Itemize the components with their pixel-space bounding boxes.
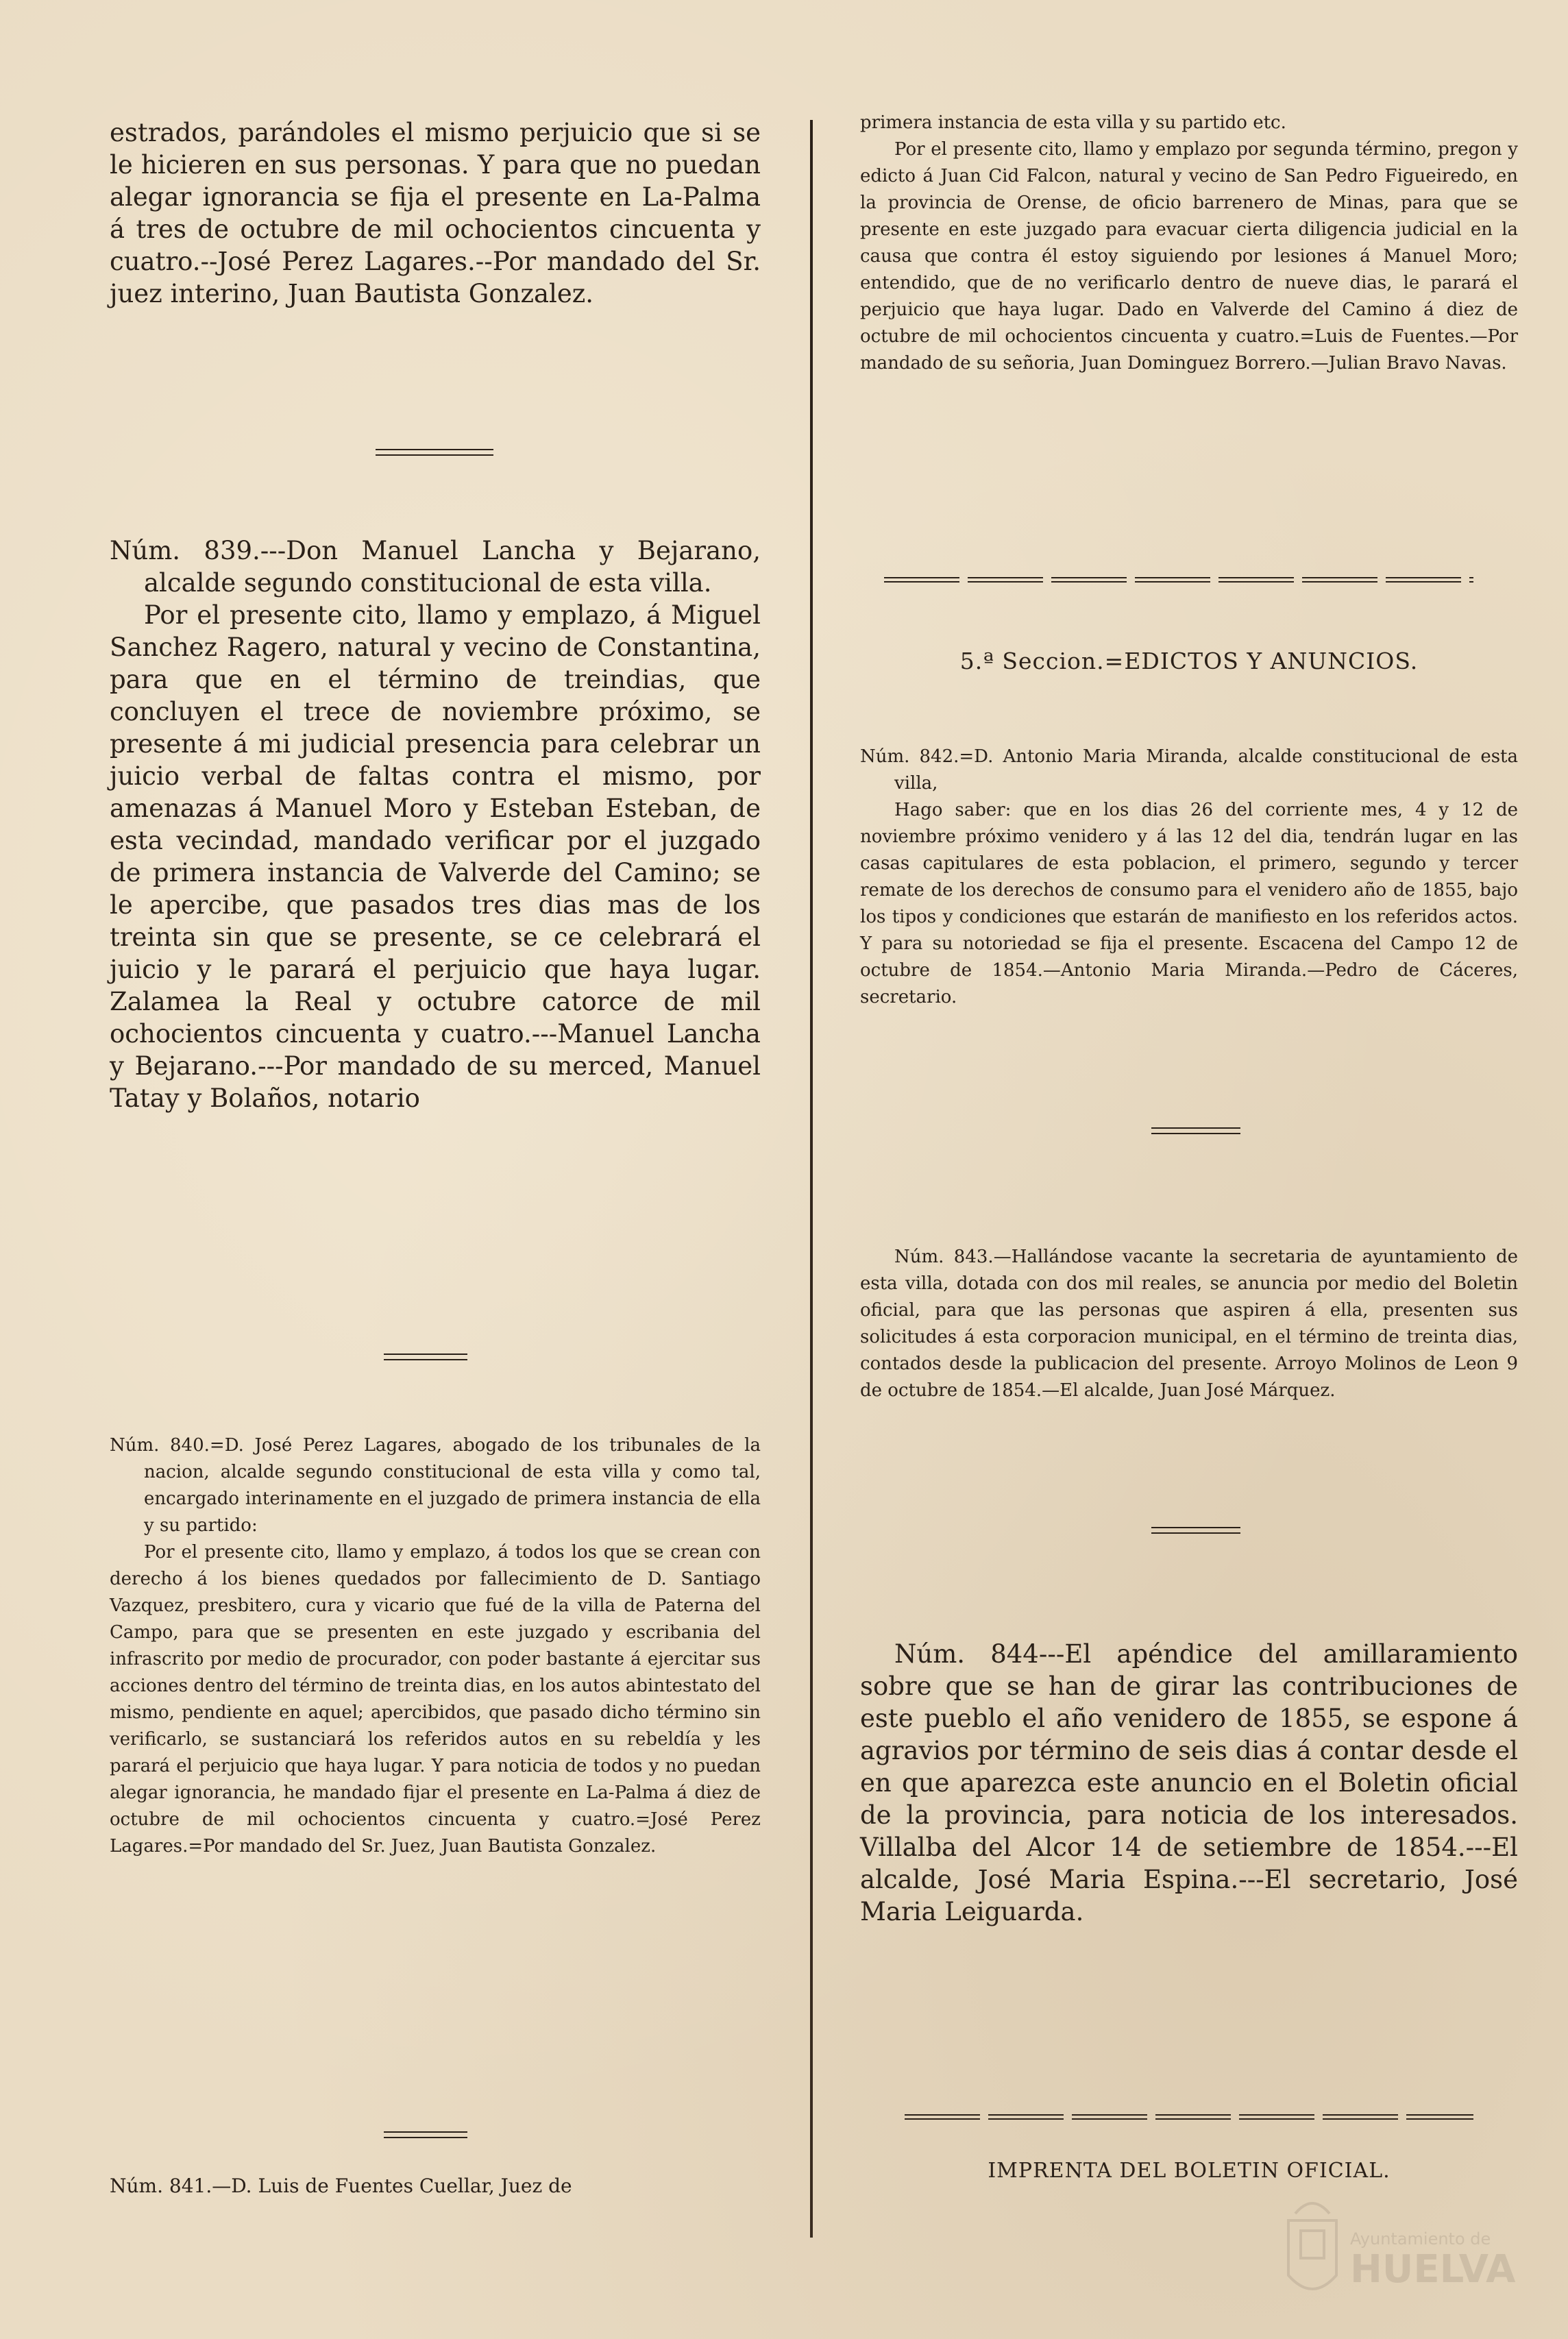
- separator-rule: [384, 1354, 467, 1360]
- column-divider: [810, 120, 813, 2238]
- edict-841: [110, 2172, 761, 2199]
- edict-843: [860, 1244, 1518, 1404]
- edict-843-body: Núm. 843.—Hallándose vacante la secretaria de ayuntamiento de esta villa, dotada con dos mil reales, se anuncia por medio del Boletin oficial, para que las personas que aspiren á ella, presenten sus solicitudes á esta corporacion municipal, en el término de treinta dias, contados desde la publicacion del presente. Arroyo Molinos de Leon 9 de octubre de 1854.—El alcalde, Juan José Márquez.: [860, 1247, 1518, 1401]
- continued-edict-first-line: primera instancia de esta villa y su partido etc.: [860, 112, 1286, 133]
- separator-rule: [384, 2131, 467, 2138]
- edict-840: [110, 1432, 761, 1860]
- imprint-separator: [905, 2114, 1473, 2120]
- edict-839: [110, 535, 761, 1114]
- separator-rule: [1151, 1527, 1240, 1534]
- imprint-text: IMPRENTA DEL BOLETIN OFICIAL.: [988, 2159, 1391, 2183]
- continued-edict-body: Por el presente cito, llamo y emplazo por segunda término, pregon y edicto á Juan Cid Falcon, natural y vecino de San Pedro Figueiredo, en la provincia de Orense, de oficio barrenero de Minas, para que se presente en este juzgado para evacuar cierta diligencia judicial en la causa que contra él estoy siguiendo por lesiones á Manuel Moro; entendido, que de no verificarlo dentro de nueve dias, le parará el perjuicio que haya lugar. Dado en Valverde del Camino á diez de octubre de mil ochocientos cincuenta y cuatro.=Luis de Fuentes.—Por mandado de su señoria, Juan Dominguez Borrero.—Julian Bravo Navas.: [860, 139, 1518, 373]
- city-crest-icon: [1275, 2179, 1542, 2316]
- right-column: [860, 110, 1518, 377]
- edict-844: [860, 1638, 1518, 1928]
- section-heading: 5.ª Seccion.=EDICTOS Y ANUNCIOS.: [959, 648, 1419, 674]
- edict-842: [860, 744, 1518, 1011]
- left-column: [110, 117, 761, 310]
- watermark-line2: HUELVA: [1350, 2247, 1516, 2292]
- edict-842-body: Hago saber: que en los dias 26 del corriente mes, 4 y 12 de noviembre próximo venidero y á las 12 del dia, tendrán lugar en las casas capitulares de esta poblacion, el primero, segundo y tercer remate de los derechos de consumo para el venidero año de 1855, bajo los tipos y condiciones que estarán de manifiesto en los referidos actos. Y para su notoriedad se fija el presente. Escacena del Campo 12 de octubre de 1854.—Antonio Maria Miranda.—Pedro de Cáceres, secretario.: [860, 800, 1518, 1007]
- edict-840-heading: Núm. 840.=D. José Perez Lagares, abogado de los tribunales de la nacion, alcalde segundo constitucional de esta villa y como tal, encargado interinamente en el juzgado de primera instancia de ella y su partido:: [110, 1435, 761, 1536]
- edict-844-body: Núm. 844---El apéndice del amillaramiento sobre que se han de girar las contribuciones de este pueblo el año venidero de 1855, se espone á agravios por término de seis dias á contar desde el en que aparezca este anuncio en el Boletin oficial de la provincia, para noticia de los interesados. Villalba del Alcor 14 de setiembre de 1854.---El alcalde, José Maria Espina.---El secretario, José Maria Leiguarda.: [860, 1639, 1518, 1926]
- continued-edict-text: estrados, parándoles el mismo perjuicio que si se le hicieren en sus personas. Y para que no puedan alegar ignorancia se fija el presente en La-Palma á tres de octubre de mil ochocientos cincuenta y cuatro.--José Perez Lagares.--Por mandado del Sr. juez interino, Juan Bautista Gonzalez.: [110, 118, 761, 308]
- edict-842-heading: Núm. 842.=D. Antonio Maria Miranda, alcalde constitucional de esta villa,: [860, 746, 1518, 794]
- edict-841-heading: Núm. 841.—D. Luis de Fuentes Cuellar, Juez de: [110, 2175, 572, 2197]
- section-separator: [884, 577, 1473, 583]
- edict-839-heading: Núm. 839.---Don Manuel Lancha y Bejarano, alcalde segundo constitucional de esta villa.: [110, 536, 761, 598]
- separator-rule: [1151, 1127, 1240, 1134]
- edict-840-body: Por el presente cito, llamo y emplazo, á todos los que se crean con derecho á los bienes quedados por fallecimiento de D. Santiago Vazquez, presbitero, cura y vicario que fué de la villa de Paterna del Campo, para que se presenten en este juzgado y escribania del infrascrito por medio de procurador, con poder bastante á ejercitar sus acciones dentro del término de treinta dias, en los autos abintestato del mismo, pendiente en aquel; apercibidos, que pasado dicho término sin verificarlo, se sustanciará los referidos autos en su rebeldía y les parará el perjuicio que haya lugar. Y para noticia de todos y no puedan alegar ignorancia, he mandado fijar el presente en La-Palma á diez de octubre de mil ochocientos cincuenta y cuatro.=José Perez Lagares.=Por mandado del Sr. Juez, Juan Bautista Gonzalez.: [110, 1542, 761, 1857]
- separator-rule: [376, 449, 493, 456]
- section-heading-block: [860, 648, 1518, 674]
- watermark-line1: Ayuntamiento de: [1350, 2229, 1491, 2249]
- edict-839-body: Por el presente cito, llamo y emplazo, á Miguel Sanchez Ragero, natural y vecino de Constantina, para que en el término de treindias, que concluyen el trece de noviembre próximo, se presente á mi judicial presencia para celebrar un juicio verbal de faltas contra el mismo, por amenazas á Manuel Moro y Esteban Esteban, de esta vecindad, mandado verificar por el juzgado de primera instancia de Valverde del Camino; se le apercibe, que pasados tres dias mas de los treinta sin que se presente, se ce celebrará el juicio y le parará el perjuicio que haya lugar. Zalamea la Real y octubre catorce de mil ochocientos cincuenta y cuatro.---Manuel Lancha y Bejarano.---Por mandado de su merced, Manuel Tatay y Bolaños, notario: [110, 600, 761, 1113]
